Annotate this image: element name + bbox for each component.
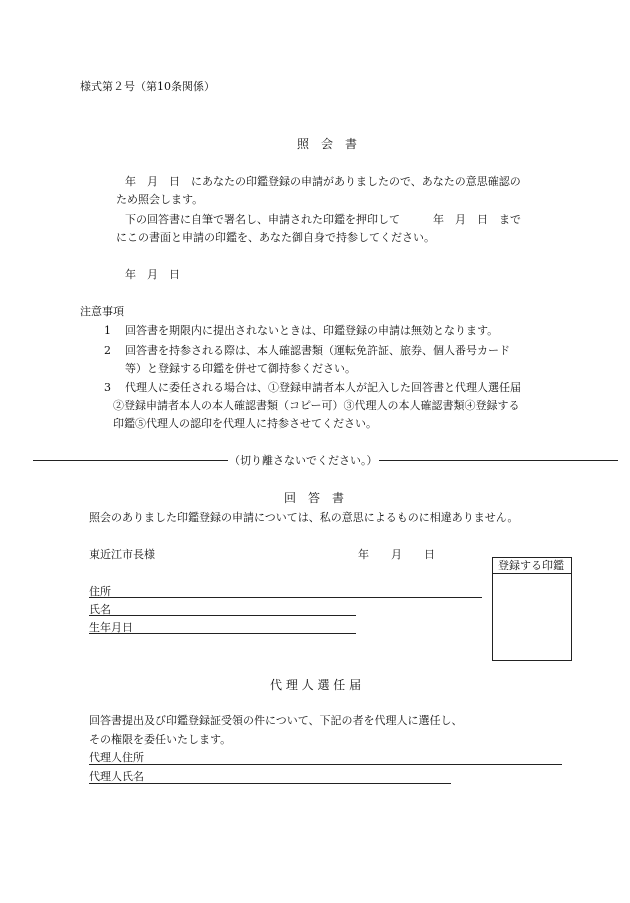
name-label: 氏名 (89, 603, 111, 616)
name-field[interactable] (89, 615, 356, 616)
inquiry-date: 年 月 日 (125, 268, 180, 281)
seal-box-label: 登録する印鑑 (498, 559, 564, 572)
proxy-name-label: 代理人氏名 (89, 770, 144, 783)
proxy-statement-line2: その権限を委任いたします。 (89, 733, 232, 746)
cut-line-text: （切り離さないでください。） (229, 454, 378, 467)
reply-date: 年 月 日 (358, 548, 435, 561)
address-label: 住所 (89, 585, 111, 598)
proxy-address-field[interactable] (89, 764, 562, 765)
note-line: 等）と登録する印鑑を併せて御持参ください。 (125, 362, 356, 375)
note-line: 回答書を期限内に提出されないときは、印鑑登録の申請は無効となります。 (125, 324, 499, 337)
inquiry-para1-line2: ため照会します。 (116, 193, 204, 206)
birthdate-label: 生年月日 (89, 621, 133, 634)
inquiry-para2-line2: にこの書面と申請の印鑑を、あなた御自身で持参してください。 (116, 231, 435, 244)
note-line: 代理人に委任される場合は、①登録申請者本人が記入した回答書と代理人選任届 (125, 381, 521, 394)
inquiry-title: 照 会 書 (297, 137, 358, 151)
notes-heading: 注意事項 (80, 305, 124, 318)
note-line: ②登録申請者本人の本人確認書類（コピー可）③代理人の本人確認書類④登録する (113, 399, 520, 412)
address-field[interactable] (89, 597, 482, 598)
reply-addressee: 東近江市長様 (89, 548, 155, 561)
proxy-name-field[interactable] (89, 783, 451, 784)
reply-statement: 照会のありました印鑑登録の申請については、私の意思によるものに相違ありません。 (89, 511, 519, 524)
note-number: 3 (104, 381, 111, 394)
inquiry-para2-line1: 下の回答書に自筆で署名し、申請された印鑑を押印して 年 月 日 まで (125, 213, 521, 226)
inquiry-para1-line1: 年 月 日 にあなたの印鑑登録の申請がありましたので、あなたの意思確認の (125, 175, 521, 188)
proxy-title: 代 理 人 選 任 届 (270, 678, 362, 692)
note-number: 1 (104, 324, 111, 337)
note-number: 2 (104, 344, 111, 357)
reply-title: 回 答 書 (284, 491, 345, 505)
proxy-statement-line1: 回答書提出及び印鑑登録証受領の件について、下記の者を代理人に選任し、 (89, 714, 463, 727)
birthdate-field[interactable] (89, 633, 356, 634)
seal-box-divider (492, 573, 572, 574)
form-number: 様式第２号（第10条関係） (80, 80, 215, 93)
note-line: 回答書を持参される際は、本人確認書類（運転免許証、旅券、個人番号カード (125, 344, 510, 357)
proxy-address-label: 代理人住所 (89, 751, 144, 764)
note-line: 印鑑⑤代理人の認印を代理人に持参させてください。 (113, 417, 377, 430)
